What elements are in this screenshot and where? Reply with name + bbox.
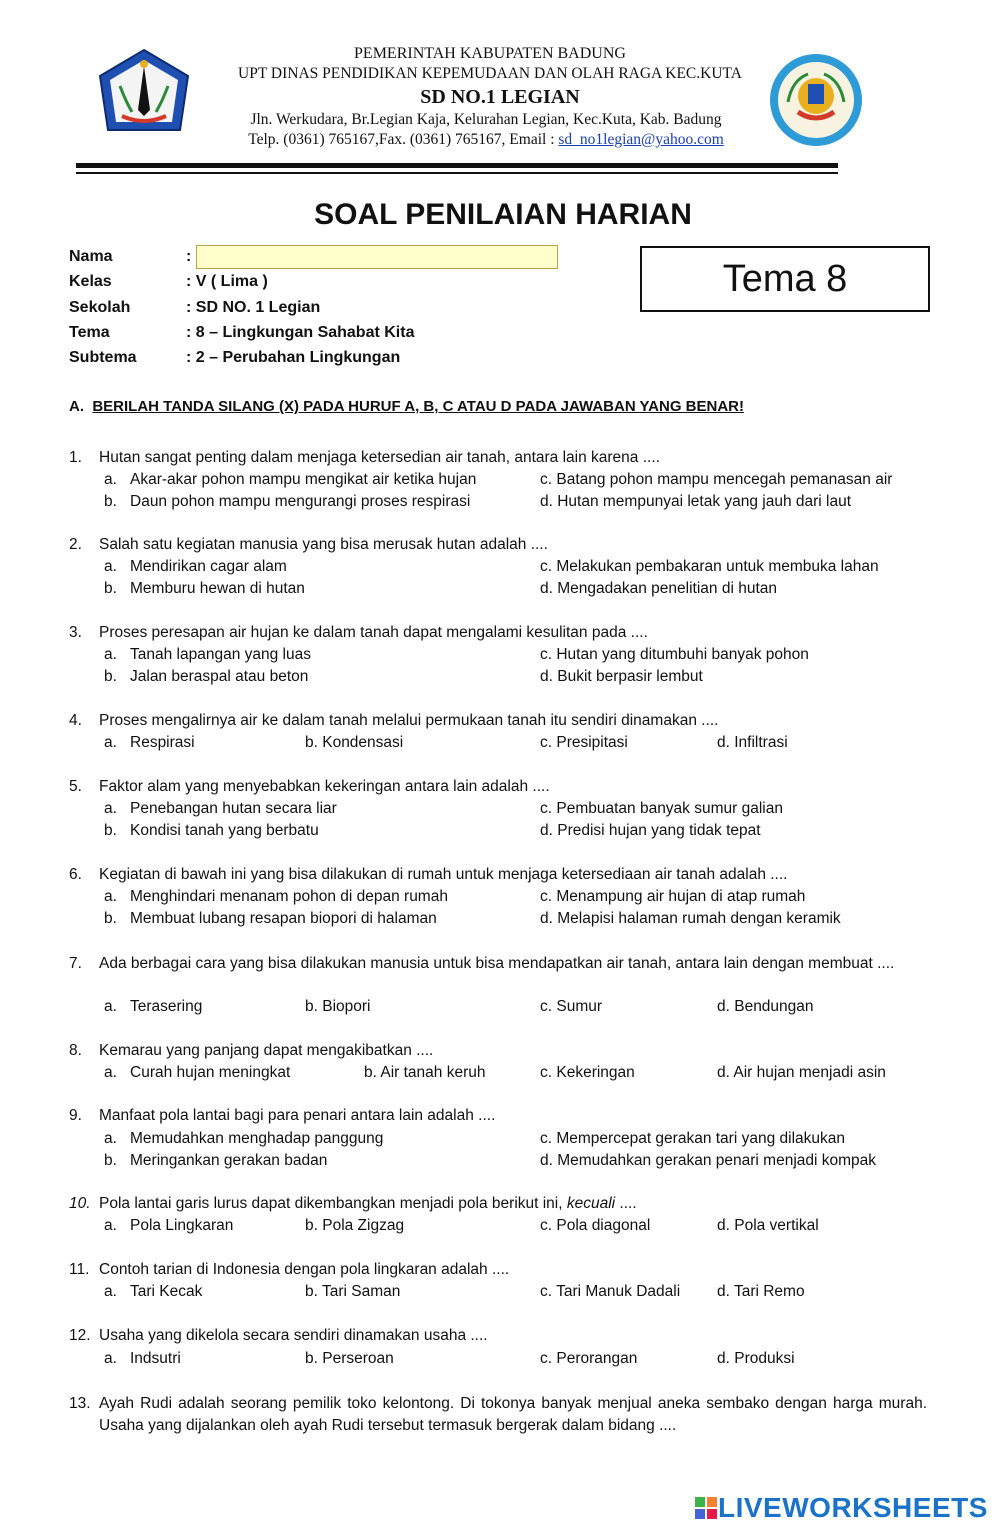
option-text: d. Air hujan menjadi asin bbox=[717, 1064, 886, 1081]
option-a[interactable] bbox=[104, 998, 202, 1016]
option-b[interactable] bbox=[305, 734, 403, 752]
option-b[interactable] bbox=[305, 1283, 400, 1301]
letterhead-school-name: SD NO.1 LEGIAN bbox=[420, 86, 580, 108]
option-letter: a. bbox=[104, 998, 117, 1015]
question-number: 4. bbox=[69, 712, 82, 729]
question-number: 5. bbox=[69, 778, 82, 795]
option-c[interactable] bbox=[540, 1350, 637, 1368]
option-letter: a. bbox=[104, 734, 117, 751]
option-letter: a. bbox=[104, 1350, 117, 1367]
option-letter: a. bbox=[104, 558, 117, 575]
option-b[interactable] bbox=[104, 493, 470, 511]
question-number: 8. bbox=[69, 1042, 82, 1059]
section-heading bbox=[69, 398, 744, 415]
question-number: 12. bbox=[69, 1327, 91, 1344]
option-text: Akar-akar pohon mampu mengikat air ketika hujan bbox=[130, 471, 477, 488]
option-letter: b. bbox=[104, 1152, 117, 1169]
letterhead-rule-thick bbox=[76, 163, 838, 168]
question-13 bbox=[69, 1393, 927, 1437]
option-letter: b. bbox=[104, 493, 117, 510]
option-c[interactable] bbox=[540, 1130, 845, 1148]
option-text: c. Kekeringan bbox=[540, 1064, 635, 1081]
question-number: 1. bbox=[69, 449, 82, 466]
question-number: 10. bbox=[69, 1195, 91, 1212]
option-b[interactable] bbox=[305, 1217, 404, 1235]
question-text: Usaha yang dikelola secara sendiri dinamakan usaha .... bbox=[99, 1327, 488, 1344]
question-11 bbox=[69, 1261, 929, 1279]
info-label-nama: Nama bbox=[69, 248, 113, 265]
option-d[interactable] bbox=[717, 1283, 805, 1301]
question-text-end: .... bbox=[615, 1195, 637, 1212]
option-text: Memburu hewan di hutan bbox=[130, 580, 305, 597]
option-text: Respirasi bbox=[130, 734, 195, 751]
option-text: d. Memudahkan gerakan penari menjadi kompak bbox=[540, 1152, 877, 1169]
option-c[interactable] bbox=[540, 800, 783, 818]
option-text: Terasering bbox=[130, 998, 203, 1015]
option-a[interactable] bbox=[104, 646, 311, 664]
option-text: b. Tari Saman bbox=[305, 1283, 401, 1300]
option-a[interactable] bbox=[104, 1283, 202, 1301]
option-a[interactable] bbox=[104, 471, 476, 489]
option-d[interactable] bbox=[717, 998, 814, 1016]
option-text: d. Predisi hujan yang tidak tepat bbox=[540, 822, 761, 839]
question-9 bbox=[69, 1107, 929, 1125]
option-letter: a. bbox=[104, 888, 117, 905]
option-text: Daun pohon mampu mengurangi proses respirasi bbox=[130, 493, 471, 510]
info-value-tema: : 8 – Lingkungan Sahabat Kita bbox=[186, 324, 415, 341]
question-1 bbox=[69, 449, 929, 467]
option-text: Kondisi tanah yang berbatu bbox=[130, 822, 319, 839]
letterhead-department: UPT DINAS PENDIDIKAN KEPEMUDAAN DAN OLAH RAGA KEC.KUTA bbox=[238, 65, 742, 82]
info-label-sekolah: Sekolah bbox=[69, 299, 131, 316]
option-c[interactable] bbox=[540, 646, 809, 664]
option-text: Menghindari menanam pohon di depan rumah bbox=[130, 888, 448, 905]
option-text: c. Mempercepat gerakan tari yang dilakukan bbox=[540, 1130, 845, 1147]
option-text: c. Melakukan pembakaran untuk membuka lahan bbox=[540, 558, 879, 575]
option-b[interactable] bbox=[104, 1152, 327, 1170]
letterhead-email-link[interactable]: sd_no1legian@yahoo.com bbox=[558, 131, 724, 148]
question-number: 7. bbox=[69, 955, 82, 972]
option-a[interactable] bbox=[104, 1064, 290, 1082]
question-text: Ada berbagai cara yang bisa dilakukan manusia untuk bisa mendapatkan air tanah, antara lain dengan membuat .... bbox=[99, 955, 895, 972]
question-7 bbox=[69, 953, 927, 975]
section-letter: A. bbox=[69, 398, 84, 415]
option-b[interactable] bbox=[104, 822, 319, 840]
info-label-tema: Tema bbox=[69, 324, 110, 341]
option-letter: b. bbox=[104, 910, 117, 927]
question-number: 3. bbox=[69, 624, 82, 641]
question-text: Kemarau yang panjang dapat mengakibatkan .... bbox=[99, 1042, 434, 1059]
option-b[interactable] bbox=[305, 998, 370, 1016]
question-text: Manfaat pola lantai bagi para penari antara lain adalah .... bbox=[99, 1107, 496, 1124]
option-b[interactable] bbox=[305, 1350, 394, 1368]
option-d[interactable] bbox=[540, 493, 851, 511]
option-a[interactable] bbox=[104, 1130, 383, 1148]
option-text: b. Biopori bbox=[305, 998, 371, 1015]
question-number: 13. bbox=[69, 1395, 91, 1412]
option-text: c. Batang pohon mampu mencegah pemanasan air bbox=[540, 471, 893, 488]
question-text: Ayah Rudi adalah seorang pemilik toko kelontong. Di tokonya banyak menjual aneka sembako dengan harga murah. Usaha yang dijalankan oleh ayah Rudi tersebut termasuk bergerak dalam bidang .... bbox=[99, 1395, 927, 1434]
info-label-subtema: Subtema bbox=[69, 349, 137, 366]
option-c[interactable] bbox=[540, 734, 628, 752]
option-text: Pola Lingkaran bbox=[130, 1217, 234, 1234]
option-a[interactable] bbox=[104, 734, 195, 752]
option-text: d. Melapisi halaman rumah dengan keramik bbox=[540, 910, 841, 927]
letterhead-phone-fax: Telp. (0361) 765167,Fax. (0361) 765167, Email : bbox=[248, 131, 559, 148]
option-b[interactable] bbox=[364, 1064, 486, 1082]
option-text: Membuat lubang resapan biopori di halaman bbox=[130, 910, 437, 927]
question-5 bbox=[69, 778, 929, 796]
option-d[interactable] bbox=[540, 580, 777, 598]
option-letter: a. bbox=[104, 1217, 117, 1234]
option-c[interactable] bbox=[540, 558, 879, 576]
option-c[interactable] bbox=[540, 1064, 635, 1082]
question-8 bbox=[69, 1042, 929, 1060]
liveworksheets-brand bbox=[694, 1492, 988, 1524]
question-6 bbox=[69, 866, 929, 884]
question-text: Hutan sangat penting dalam menjaga ketersedian air tanah, antara lain karena .... bbox=[99, 449, 660, 466]
option-letter: a. bbox=[104, 646, 117, 663]
option-letter: a. bbox=[104, 1064, 117, 1081]
tema-box: Tema 8 bbox=[640, 246, 930, 312]
option-text: d. Mengadakan penelitian di hutan bbox=[540, 580, 777, 597]
option-letter: a. bbox=[104, 800, 117, 817]
question-text: Salah satu kegiatan manusia yang bisa merusak hutan adalah .... bbox=[99, 536, 548, 553]
option-text: c. Menampung air hujan di atap rumah bbox=[540, 888, 806, 905]
option-a[interactable] bbox=[104, 1350, 181, 1368]
question-text: Proses mengalirnya air ke dalam tanah melalui permukaan tanah itu sendiri dinamakan .... bbox=[99, 712, 719, 729]
option-text: c. Sumur bbox=[540, 998, 603, 1015]
option-text: c. Perorangan bbox=[540, 1350, 638, 1367]
option-text: d. Bukit berpasir lembut bbox=[540, 668, 703, 685]
option-a[interactable] bbox=[104, 558, 287, 576]
option-letter: a. bbox=[104, 471, 117, 488]
option-text: b. Perseroan bbox=[305, 1350, 394, 1367]
info-label-kelas: Kelas bbox=[69, 273, 112, 290]
option-text: d. Bendungan bbox=[717, 998, 814, 1015]
option-text: Curah hujan meningkat bbox=[130, 1064, 291, 1081]
question-number: 9. bbox=[69, 1107, 82, 1124]
question-10 bbox=[69, 1195, 929, 1213]
section-instruction: BERILAH TANDA SILANG (X) PADA HURUF A, B, C ATAU D PADA JAWABAN YANG BENAR! bbox=[92, 398, 745, 415]
info-value-sekolah: : SD NO. 1 Legian bbox=[186, 299, 321, 316]
letterhead-government: PEMERINTAH KABUPATEN BADUNG bbox=[354, 45, 626, 62]
option-text: c. Presipitasi bbox=[540, 734, 628, 751]
page-title: SOAL PENILAIAN HARIAN bbox=[314, 198, 692, 231]
option-a[interactable] bbox=[104, 888, 448, 906]
question-text: Pola lantai garis lurus dapat dikembangkan menjadi pola berikut ini, bbox=[99, 1195, 567, 1212]
option-c[interactable] bbox=[540, 1217, 650, 1235]
option-d[interactable] bbox=[540, 1152, 876, 1170]
letterhead-contact bbox=[196, 131, 776, 149]
option-text: c. Pembuatan banyak sumur galian bbox=[540, 800, 783, 817]
question-number: 6. bbox=[69, 866, 82, 883]
letterhead-address: Jln. Werkudara, Br.Legian Kaja, Kelurahan Legian, Kec.Kuta, Kab. Badung bbox=[250, 111, 722, 128]
info-value-nama: : bbox=[186, 248, 192, 265]
option-letter: a. bbox=[104, 1130, 117, 1147]
option-letter: b. bbox=[104, 668, 117, 685]
badung-regency-emblem bbox=[92, 46, 196, 146]
option-d[interactable] bbox=[540, 822, 761, 840]
option-letter: b. bbox=[104, 580, 117, 597]
option-text: d. Tari Remo bbox=[717, 1283, 805, 1300]
info-value-subtema: : 2 – Perubahan Lingkungan bbox=[186, 349, 401, 366]
option-text: b. Pola Zigzag bbox=[305, 1217, 405, 1234]
question-text: Contoh tarian di Indonesia dengan pola lingkaran adalah .... bbox=[99, 1261, 510, 1278]
option-text: c. Pola diagonal bbox=[540, 1217, 651, 1234]
option-text: Tanah lapangan yang luas bbox=[130, 646, 311, 663]
question-12 bbox=[69, 1327, 929, 1345]
option-c[interactable] bbox=[540, 888, 805, 906]
option-text: c. Tari Manuk Dadali bbox=[540, 1283, 681, 1300]
option-c[interactable] bbox=[540, 471, 892, 489]
option-text: c. Hutan yang ditumbuhi banyak pohon bbox=[540, 646, 809, 663]
option-b[interactable] bbox=[104, 580, 305, 598]
option-text: b. Air tanah keruh bbox=[364, 1064, 486, 1081]
option-letter: b. bbox=[104, 822, 117, 839]
option-a[interactable] bbox=[104, 1217, 233, 1235]
info-value-kelas: : V ( Lima ) bbox=[186, 273, 268, 290]
option-text: Memudahkan menghadap panggung bbox=[130, 1130, 384, 1147]
option-text: Meringankan gerakan badan bbox=[130, 1152, 328, 1169]
question-number: 11. bbox=[69, 1261, 90, 1278]
option-c[interactable] bbox=[540, 1283, 680, 1301]
option-text: b. Kondensasi bbox=[305, 734, 404, 751]
option-d[interactable] bbox=[717, 734, 788, 752]
option-d[interactable] bbox=[717, 1350, 795, 1368]
option-text: d. Pola vertikal bbox=[717, 1217, 819, 1234]
option-text: d. Hutan mempunyai letak yang jauh dari laut bbox=[540, 493, 852, 510]
option-text: Mendirikan cagar alam bbox=[130, 558, 287, 575]
option-c[interactable] bbox=[540, 998, 602, 1016]
question-4 bbox=[69, 712, 929, 730]
liveworksheets-icon bbox=[694, 1496, 718, 1520]
letterhead-rule-thin bbox=[76, 172, 838, 174]
option-text: d. Infiltrasi bbox=[717, 734, 788, 751]
question-number: 2. bbox=[69, 536, 82, 553]
question-text: Kegiatan di bawah ini yang bisa dilakukan di rumah untuk menjaga ketersediaan air tanah adalah .... bbox=[99, 866, 788, 883]
option-b[interactable] bbox=[104, 910, 437, 928]
option-text: Jalan beraspal atau beton bbox=[130, 668, 309, 685]
question-text: Faktor alam yang menyebabkan kekeringan antara lain adalah .... bbox=[99, 778, 550, 795]
option-d[interactable] bbox=[540, 910, 841, 928]
question-2 bbox=[69, 536, 929, 554]
option-text: Indsutri bbox=[130, 1350, 181, 1367]
option-d[interactable] bbox=[540, 668, 703, 686]
option-text: Penebangan hutan secara liar bbox=[130, 800, 337, 817]
liveworksheets-wordmark: LIVEWORKSHEETS bbox=[718, 1492, 988, 1523]
option-text: d. Produksi bbox=[717, 1350, 795, 1367]
option-text: Tari Kecak bbox=[130, 1283, 203, 1300]
option-d[interactable] bbox=[717, 1217, 819, 1235]
option-a[interactable] bbox=[104, 800, 337, 818]
name-input-field[interactable] bbox=[196, 245, 558, 269]
question-text-emphasis: kecuali bbox=[566, 1195, 616, 1212]
question-text: Proses peresapan air hujan ke dalam tanah dapat mengalami kesulitan pada .... bbox=[99, 624, 648, 641]
option-b[interactable] bbox=[104, 668, 308, 686]
option-letter: a. bbox=[104, 1283, 117, 1300]
question-3 bbox=[69, 624, 929, 642]
school-logo bbox=[764, 50, 868, 150]
option-d[interactable] bbox=[717, 1064, 886, 1082]
